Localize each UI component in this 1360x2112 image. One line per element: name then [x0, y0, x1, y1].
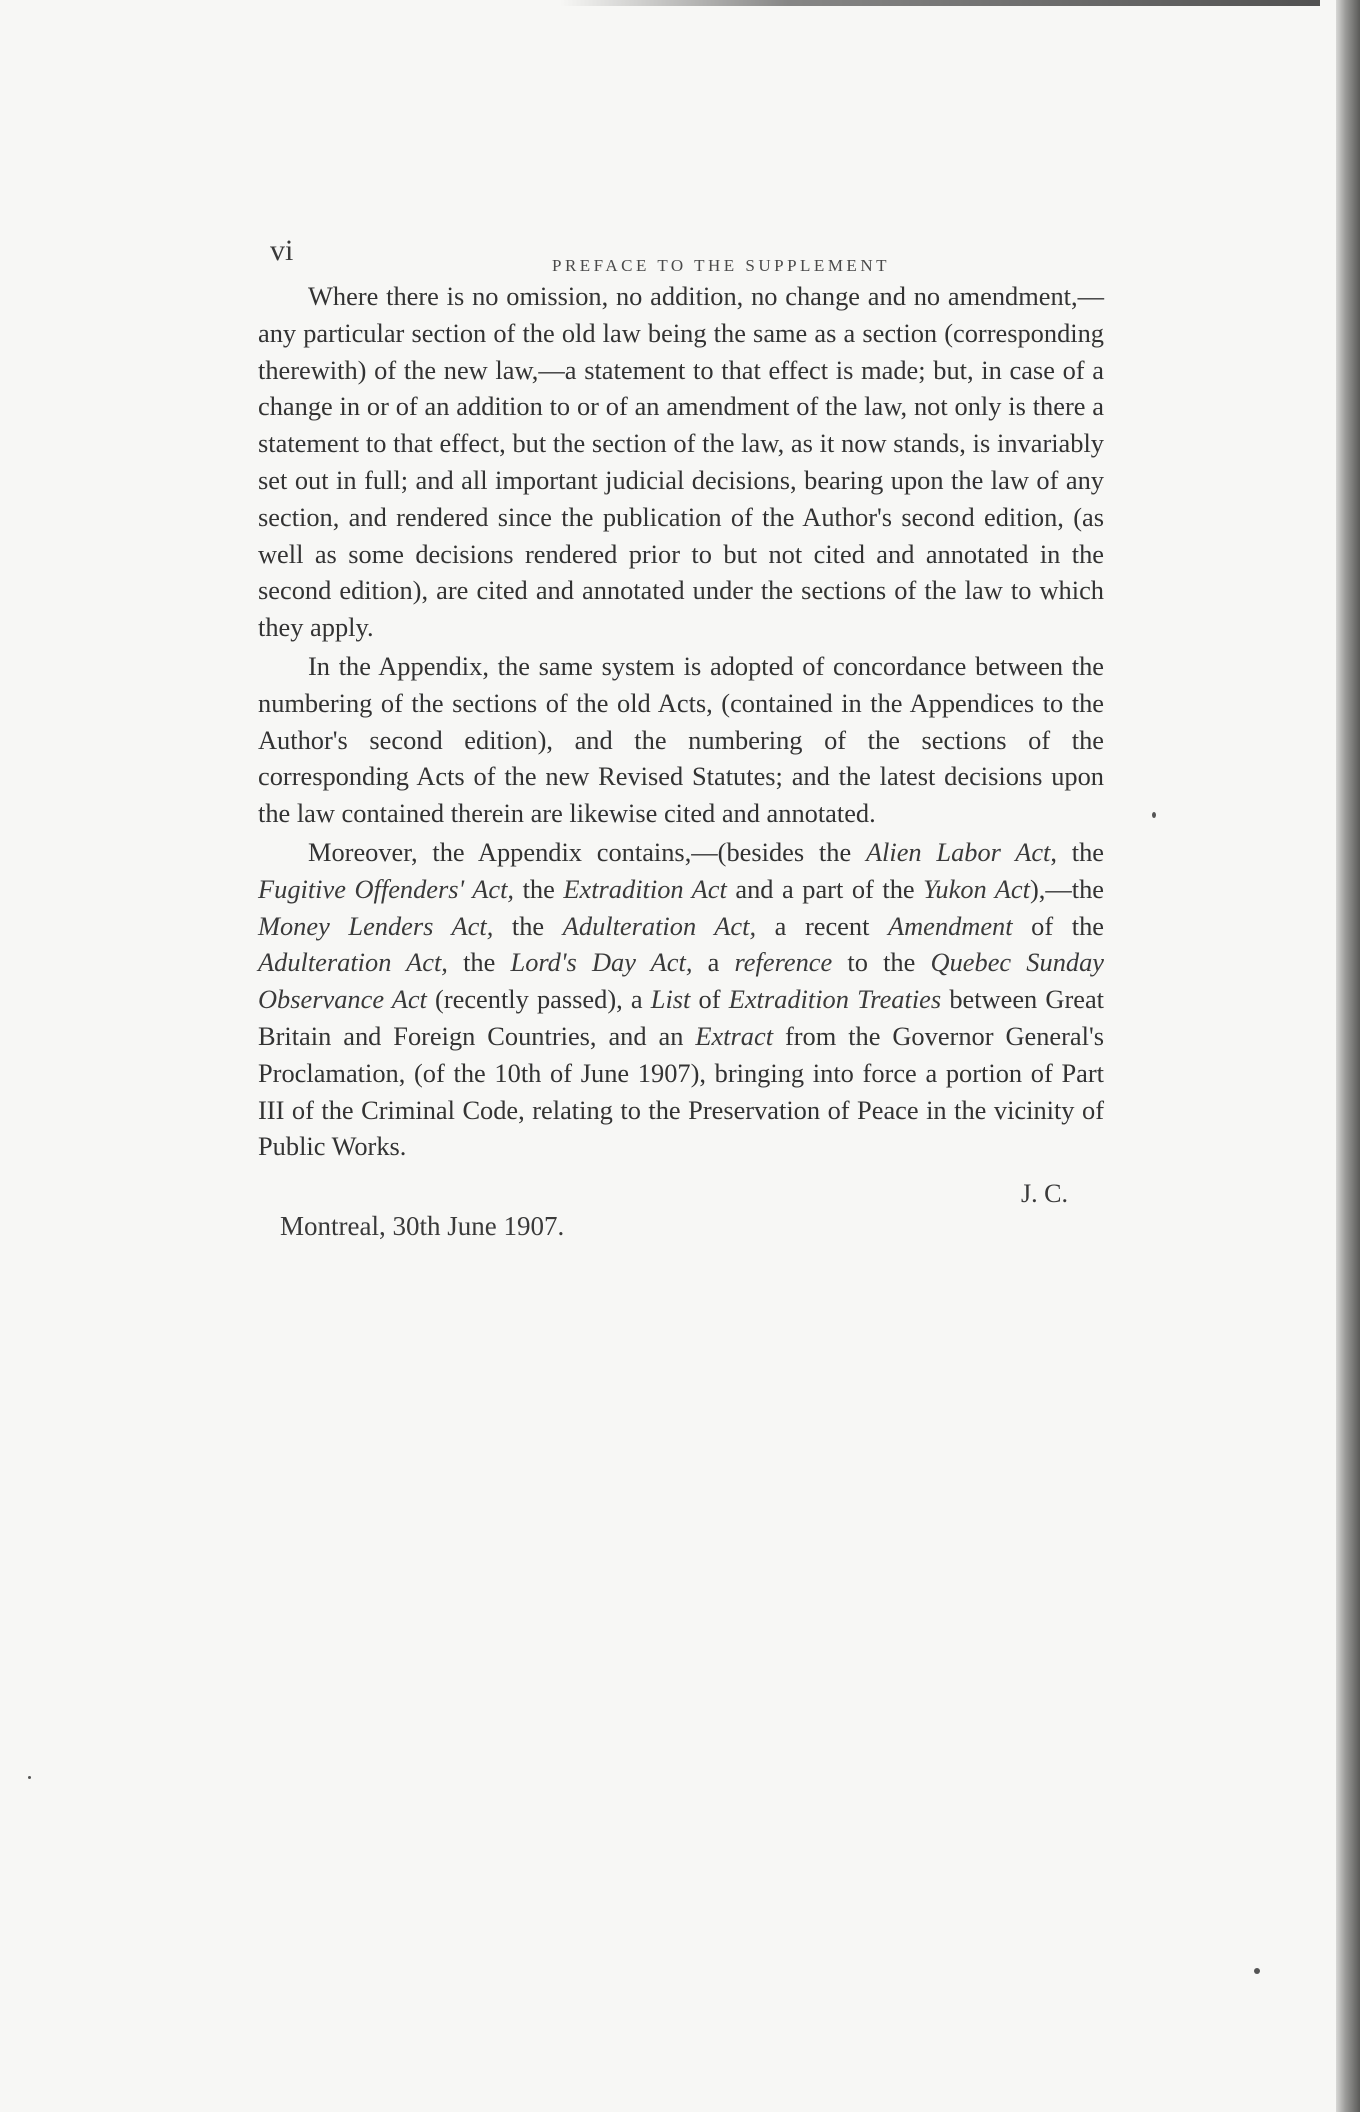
italic-title: Adulteration Act, [562, 910, 757, 941]
italic-title: List [650, 984, 691, 1015]
italic-title: Lord's Day Act, [510, 947, 693, 978]
italic-title: Adulteration Act, [258, 947, 448, 978]
running-head: PREFACE TO THE SUPPLEMENT [552, 256, 890, 275]
text-span: the [447, 947, 511, 978]
scan-speck [1152, 812, 1156, 818]
page-header [258, 234, 1104, 278]
text-span: between Great Britain and Foreign Countries, and an [258, 984, 1105, 1051]
italic-title: Extract [695, 1020, 774, 1051]
italic-title: Money Lenders Act, [258, 910, 494, 941]
italic-title: Quebec Sunday Observance Act [258, 947, 1104, 1015]
paragraph-2: In the Appendix, the same system is adopted of concordance between the numbering of the sections of the old Acts, (contained in the Appendices to the Author's second edition), and the numbering of the sections of the corresponding Acts of the new Revised Statutes; and the latest decisions upon the law contained therein are likewise cited and annotated. [258, 650, 1104, 829]
text-span: to the [832, 947, 931, 978]
paragraph-3 [258, 834, 1104, 1165]
scan-speck [1254, 1968, 1260, 1974]
text-span: the [514, 873, 564, 904]
text-span: (recently passed), a [426, 984, 651, 1015]
paragraph-1: Where there is no omission, no addition, no change and no amendment,—any particular section of the old law being the same as a section (corresponding therewith) of the new law,—a statement to that effect is made; but, in case of a change in or of an addition to or of an amendment of the law, not only is there a statement to that effect, but the section of the law, as it now stands, is invariably set out in full; and all important judicial decisions, bearing upon the law of any section, and rendered since the publication of the Author's second edition, (as well as some decisions rendered prior to but not cited and annotated in the second edition), are cited and annotated under the sections of the law to which they apply. [258, 281, 1104, 643]
text-span: and a part of the [726, 873, 924, 904]
text-span: of the [1012, 910, 1105, 941]
page-content [258, 234, 1104, 1242]
italic-title: Alien Labor Act [865, 836, 1051, 867]
text-span: of [690, 984, 729, 1015]
text-span: the [493, 910, 563, 941]
italic-title: Yukon Act [923, 873, 1030, 904]
italic-title: Amendment [888, 910, 1013, 941]
italic-title: reference [734, 947, 833, 978]
text-span: a recent [756, 910, 888, 941]
scan-speck [28, 1776, 31, 1779]
text-span: from the Governor General's Proclamation, (of the 10th of June 1907), bringing into force a portion of Part III of the Criminal Code, relating to the Preservation of Peace in the vicinity of Public Works. [258, 1020, 1104, 1162]
text-span: ),—the [1029, 873, 1104, 904]
text-span: , the [1050, 836, 1104, 867]
book-edge-shadow [1336, 0, 1360, 2112]
signature-initials: J. C. [1021, 1179, 1068, 1209]
text-span: a [692, 947, 735, 978]
dateline: Montreal, 30th June 1907. [280, 1211, 565, 1242]
text-span: Moreover, the Appendix contains,—(besides the [308, 836, 866, 867]
page-number: vi [270, 234, 294, 267]
italic-title: Extradition Act [563, 873, 727, 904]
italic-title: Fugitive Offenders' Act, [258, 873, 515, 904]
italic-title: Extradition Treaties [728, 984, 942, 1015]
scan-top-edge [560, 0, 1320, 6]
